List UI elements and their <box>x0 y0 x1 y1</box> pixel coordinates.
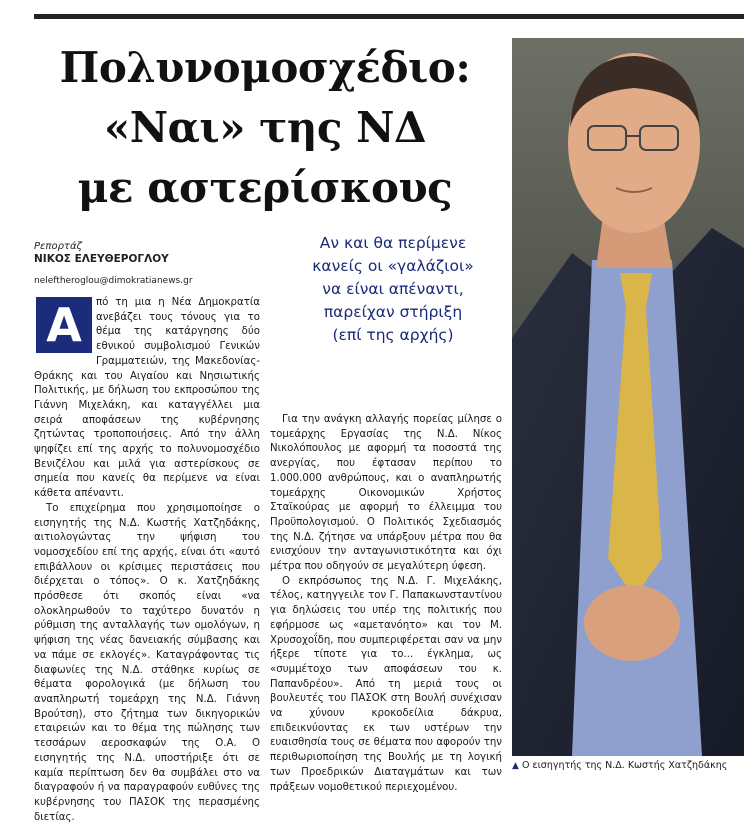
headline-line-1: Πολυνομοσχέδιο: <box>59 43 471 92</box>
headline-line-2: «Ναι» της ΝΔ <box>103 103 427 152</box>
portrait-photo <box>512 38 744 756</box>
byline <box>34 240 193 288</box>
article-paragraph: Το επιχείρημα που χρησιμοποίησε ο εισηγητής της Ν.Δ. Κωστής Χατζηδάκης, αιτιολογώντας την ψήφιση του νομοσχεδίου επί της αρχής, είναι ότι «αυτό επιβάλλουν οι κρίσιμες περιστάσεις που διέρχεται ο τόπος». Ο κ. Χατζηδάκης πρόσθεσε ότι σκοπός είναι «να ολοκληρωθούν το ταχύτερο δυνατόν η ρύθμιση της ανταλλαγής των ομολόγων, η ψήφιση της νέας δανειακής σύμβασης και να πάμε σε εκλογές». Καταγράφοντας τις διαφωνίες της Ν.Δ. στάθηκε κυρίως σε θέματα φορολογικά (με δήλωση του αναπληρωτή τομεάρχη της Ν.Δ. Γιάννη Βρούτση), στο ζήτημα των δικηγορικών εταιρειών και το θέμα της πώλησης των τεσσάρων αεροσκαφών της Ο.Α. Ο εισηγητής της Ν.Δ. υποστήριξε ότι σε καμία περίπτωση δεν θα συμβάλει στο να διαγραφούν ή να παραγραφούν ευθύνες της κυβέρνησης του ΠΑΣΟΚ της περασμένης διετίας. <box>34 502 260 823</box>
article-paragraph: πό τη μια η Νέα Δημοκρατία ανεβάζει τους τόνους για το θέμα της κατάργησης δύο εθνικού συμβολισμού Γενικών Γραμματειών, της Μακεδονίας-Θράκης και του Αιγαίου και Νησιωτικής Πολιτικής, με δήλωση του εκπροσώπου της Γιάννη Μιχελάκη, και καταγγέλλει μια σειρά αποφάσεων της κυβέρνησης ζητώντας τροποποιήσεις. Από την άλλη ψηφίζει επί της αρχής το πολυνομοσχέδιο Βενιζέλου και μιλά για αστερίσκους σε σημεία που κανείς θα περίμενε να είναι κάθετα απέναντι. <box>34 297 260 500</box>
pull-quote-line-5: (επί της αρχής) <box>332 326 454 344</box>
byline-author: ΝΙΚΟΣ ΕΛΕΥΘΕΡΟΓΛΟΥ <box>34 253 169 265</box>
article-column-2 <box>270 413 502 795</box>
headline <box>20 38 510 218</box>
headline-line-3: με αστερίσκους <box>77 163 453 212</box>
photo-caption <box>512 760 744 771</box>
drop-cap: Α <box>36 297 92 353</box>
photo-caption-text: Ο εισηγητής της Ν.Δ. Κωστής Χατζηδάκης <box>521 760 728 771</box>
article-paragraph: Για την ανάγκη αλλαγής πορείας μίλησε ο τομεάρχης Εργασίας της Ν.Δ. Νίκος Νικολόπουλος με αφορμή τα ποσοστά της ανεργίας, που έφτασαν περίπου το 1.000.000 ανθρώπους, και ο αναπληρωτής τομεάρχης Οικονομικών Χρήστος Σταϊκούρας με αφορμή το έλλειμμα του Προϋπολογισμού. Ο Πολιτικός Σχεδιασμός της Ν.Δ. ζήτησε να υπάρξουν μέτρα που θα ενισχύουν την ανταγωνιστικότητα και όχι μέτρα που οδηγούν σε μεγαλύτερη ύφεση. <box>270 414 502 573</box>
article-paragraph: Ο εκπρόσωπος της Ν.Δ. Γ. Μιχελάκης, τέλος, κατηγγειλε τον Γ. Παπακωνσταντίνου για δηλώσεις του υπέρ της πολιτικής που εφήρμοσε ως «αμετανόητο» και τον Μ. Χρυσοχοΐδη, που συμπεριφέρεται σαν να μην ήξερε τίποτε για το... έγκλημα, ως «συμμέτοχο των αποφάσεων του κ. Παπανδρέου». Από τη μεριά τους οι βουλευτές του ΠΑΣΟΚ στη Βουλή συνέχισαν να χύνουν κροκοδείλια δάκρυα, επιδεικνύοντας εκ των υστέρων την ευαισθησία τους σε θέματα που αφορούν την περιθωριοποίηση της Βουλής με τη λογική των Προεδρικών Διαταγμάτων και των πράξεων νομοθετικού περιεχομένου. <box>270 575 502 793</box>
pull-quote-line-4: παρείχαν στήριξη <box>323 303 463 321</box>
byline-label: Ρεπορτάζ <box>34 241 82 252</box>
byline-email: nelefther​oglou@dimokratianews.gr <box>34 276 193 286</box>
pull-quote-line-1: Αν και θα περίμενε <box>319 234 467 252</box>
pull-quote-line-2: κανείς οι «γαλάζιοι» <box>312 257 474 275</box>
top-rule <box>34 14 744 19</box>
pull-quote <box>288 232 498 347</box>
portrait-illustration <box>512 38 744 756</box>
pull-quote-line-3: να είναι απέναντι, <box>322 280 464 298</box>
article-column-1 <box>34 296 260 825</box>
triangle-icon: ▲ <box>512 761 519 771</box>
